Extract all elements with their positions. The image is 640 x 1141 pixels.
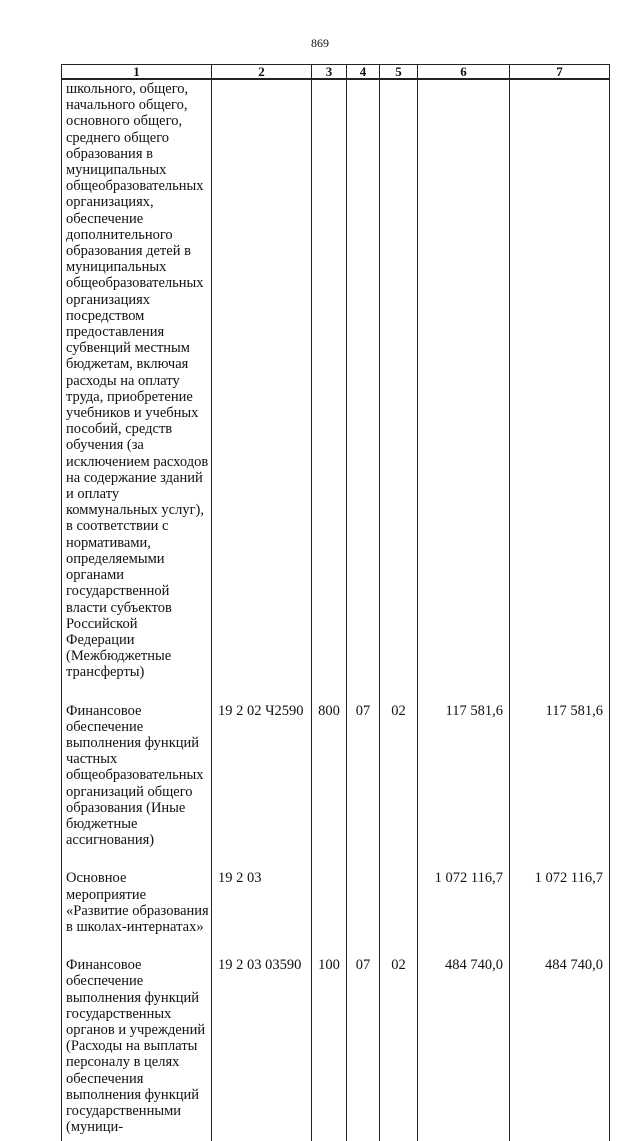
page-number: 869	[311, 36, 329, 50]
column-header-5: 5	[380, 65, 418, 80]
row-description-text: Финансовое обеспечение выполнения функций государственных органов и учреждений (Расходы на выплаты персоналу в целях обеспечения выполнения функций государственными (муници-	[66, 957, 206, 1136]
row-expense-type: 800	[312, 703, 347, 871]
row-section	[347, 79, 380, 703]
row-description	[62, 957, 212, 1141]
row-description-text: школьного, общего, начального общего, основного общего, среднего общего образования в муниципальных общеобразовательных организациях, обеспечение дополнительного образования детей в муниципальных общеобразовательных организациях посредством предоставления субвенций местным бюджетам, включая расходы на оплату труда, приобретение учебников и учебных пособий, средств обучения (за исключением расходов на содержание зданий и оплату коммунальных услуг), в соответствии с нормативами, определяемыми органами государственной власти субъектов Российской Федерации (Межбюджетные трансферты)	[66, 81, 209, 681]
row-expense-type	[312, 870, 347, 957]
row-code: 19 2 03 03590	[212, 957, 312, 1141]
row-description	[62, 703, 212, 871]
row-description	[62, 870, 212, 957]
row-subsection: 02	[380, 703, 418, 871]
table-row	[62, 703, 610, 871]
row-code: 19 2 03	[212, 870, 312, 957]
budget-table	[61, 64, 610, 1141]
row-description-text: Финансовое обеспечение выполнения функций частных общеобразовательных организаций общего образования (Иные бюджетные ассигнования)	[66, 702, 204, 849]
header-row	[62, 65, 610, 80]
row-amount-col6	[418, 79, 510, 703]
table-row	[62, 870, 610, 957]
row-expense-type	[312, 79, 347, 703]
row-expense-type: 100	[312, 957, 347, 1141]
row-section	[347, 870, 380, 957]
row-code	[212, 79, 312, 703]
row-description	[62, 79, 212, 703]
row-amount-col7	[510, 79, 610, 703]
table-row	[62, 957, 610, 1141]
column-header-2: 2	[212, 65, 312, 80]
column-header-7: 7	[510, 65, 610, 80]
column-header-3: 3	[312, 65, 347, 80]
row-description-text: Основное мероприятие «Развитие образования в школах-интернатах»	[66, 870, 209, 935]
column-header-4: 4	[347, 65, 380, 80]
row-amount-col6: 484 740,0	[418, 957, 510, 1141]
row-amount-col7: 117 581,6	[510, 703, 610, 871]
row-subsection: 02	[380, 957, 418, 1141]
row-section: 07	[347, 703, 380, 871]
row-amount-col7: 484 740,0	[510, 957, 610, 1141]
row-section: 07	[347, 957, 380, 1141]
column-header-1: 1	[62, 65, 212, 80]
row-subsection	[380, 870, 418, 957]
row-subsection	[380, 79, 418, 703]
table-row	[62, 79, 610, 703]
row-code: 19 2 02 Ч2590	[212, 703, 312, 871]
row-amount-col6: 117 581,6	[418, 703, 510, 871]
column-header-6: 6	[418, 65, 510, 80]
row-amount-col7: 1 072 116,7	[510, 870, 610, 957]
row-amount-col6: 1 072 116,7	[418, 870, 510, 957]
